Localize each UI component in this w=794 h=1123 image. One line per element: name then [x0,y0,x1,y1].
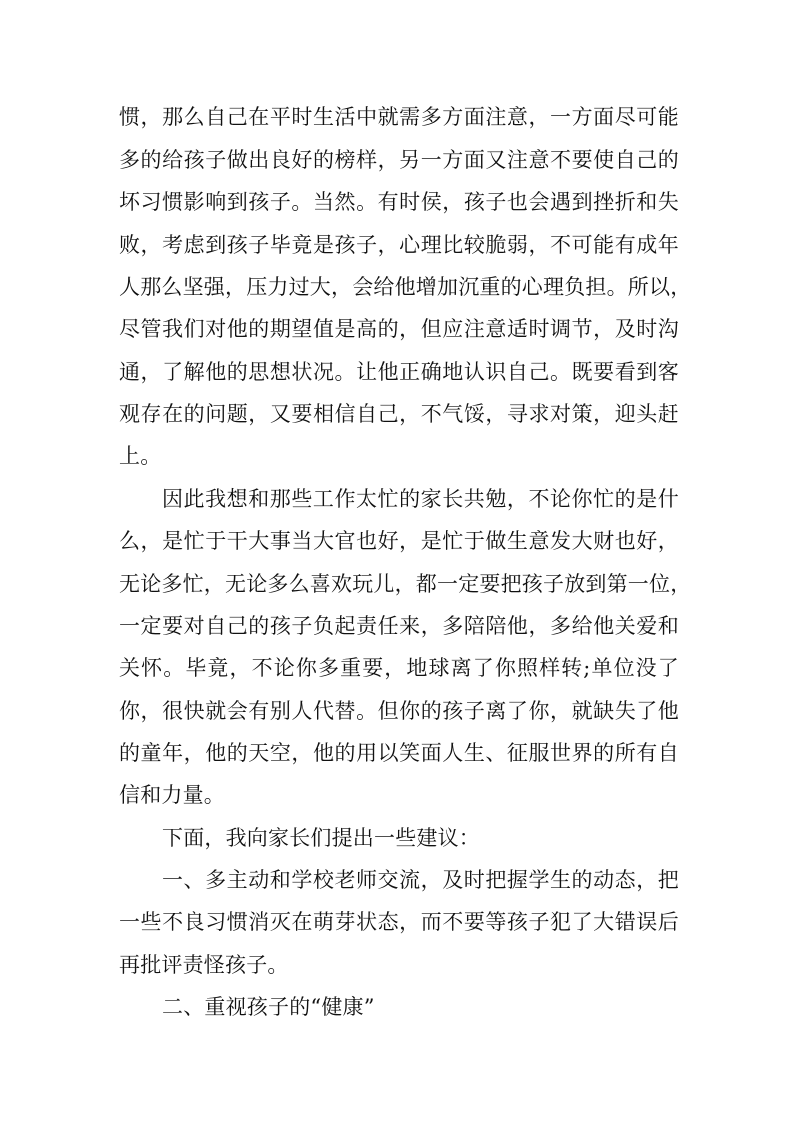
text-line: 一些不良习惯消灭在萌芽状态，而不要等孩子犯了大错误后 [119,910,679,934]
text-line: 下面，我向家长们提出一些建议： [162,826,480,850]
text-line: 上。 [119,444,162,468]
text-line: 惯，那么自己在平时生活中就需多方面注意，一方面尽可能 [119,105,679,129]
text-line: 再批评责怪孩子。 [119,953,289,977]
text-line: 因此我想和那些工作太忙的家长共勉，不论你忙的是什 [162,487,679,511]
text-line: 观存在的问题，又要相信自己，不气馁，寻求对策，迎头赶 [119,402,679,426]
text-line: 一定要对自己的孩子负起责任来，多陪陪他，多给他关爱和 [119,614,679,638]
text-line: 败，考虑到孩子毕竟是孩子，心理比较脆弱，不可能有成年 [119,233,679,257]
text-line: 多的给孩子做出良好的榜样，另一方面又注意不要使自己的 [119,148,679,172]
text-line: 通，了解他的思想状况。让他正确地认识自己。既要看到客 [119,360,679,384]
text-line: 无论多忙，无论多么喜欢玩儿，都一定要把孩子放到第一位， [119,572,692,596]
text-line: 一、多主动和学校老师交流，及时把握学生的动态，把 [162,868,679,892]
text-line: 坏习惯影响到孩子。当然。有时侯，孩子也会遇到挫折和失 [119,190,679,214]
text-line: 二、重视孩子的“健康” [162,995,375,1019]
text-line: 人那么坚强，压力过大，会给他增加沉重的心理负担。所以， [119,275,692,299]
text-line: 信和力量。 [119,783,225,807]
text-line: 么，是忙于干大事当大官也好，是忙于做生意发大财也好， [119,529,679,553]
text-line: 尽管我们对他的期望值是高的，但应注意适时调节，及时沟 [119,317,679,341]
text-line: 的童年，他的天空，他的用以笑面人生、征服世界的所有自 [119,741,679,765]
text-line: 你，很快就会有别人代替。但你的孩子离了你，就缺失了他 [119,699,679,723]
text-line: 关怀。毕竟，不论你多重要，地球离了你照样转;单位没了 [119,656,679,680]
